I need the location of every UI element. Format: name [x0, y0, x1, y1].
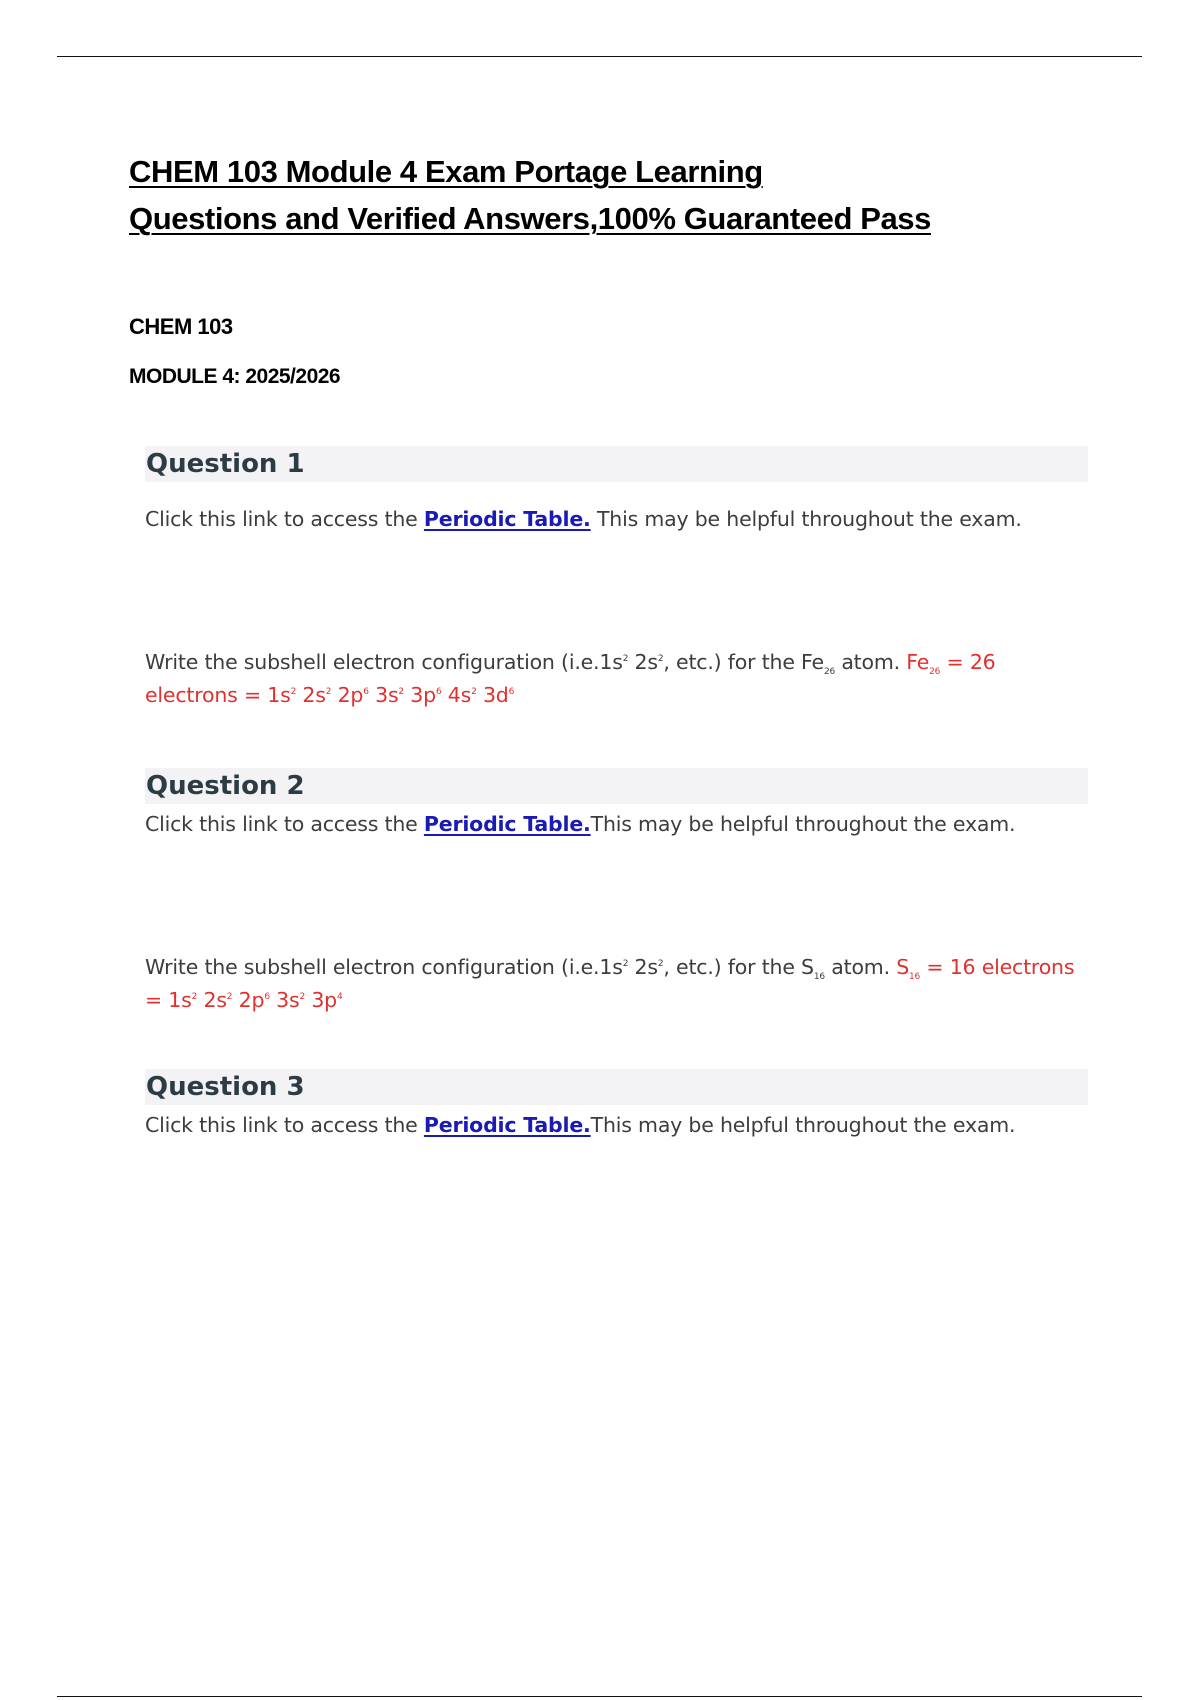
- config-superscript: 6: [264, 992, 270, 1003]
- config-term: 2p: [331, 683, 364, 707]
- intro-text-after: This may be helpful throughout the exam.: [590, 507, 1022, 531]
- prompt-sub: 26: [823, 667, 835, 678]
- course-code: CHEM 103: [129, 314, 233, 339]
- document-title: [129, 148, 1089, 242]
- answer-text: = 26 electrons = 1s: [145, 650, 996, 707]
- question-2-heading: Question 2: [145, 768, 1088, 804]
- prompt-sub: 16: [813, 972, 825, 983]
- question-2-prompt: [145, 951, 1075, 1017]
- answer-configuration: [192, 988, 343, 1012]
- prompt-sup: 2: [622, 654, 629, 665]
- module-label: MODULE 4: 2025/2026: [129, 365, 341, 388]
- config-term: 2s: [197, 988, 227, 1012]
- config-term: 2p: [232, 988, 265, 1012]
- answer-text: = 16 electrons = 1s: [145, 955, 1075, 1012]
- intro-text: Click this link to access the: [145, 507, 424, 531]
- config-term: 2s: [296, 683, 326, 707]
- prompt-sup: 2: [622, 959, 629, 970]
- config-superscript: 2: [325, 687, 332, 698]
- answer-element: Fe: [906, 650, 930, 674]
- prompt-text: , etc.) for the S: [663, 955, 814, 979]
- top-rule: [57, 56, 1142, 57]
- config-superscript: 4: [337, 992, 343, 1003]
- prompt-text: 2s: [628, 650, 658, 674]
- prompt-text: Write the subshell electron configuration (i.e.1s: [145, 650, 623, 674]
- answer-element: S: [896, 955, 910, 979]
- config-term: 3s: [368, 683, 399, 707]
- config-superscript: 2: [290, 687, 297, 698]
- answer-configuration: [291, 683, 515, 707]
- config-term: 3s: [269, 988, 300, 1012]
- prompt-text: , etc.) for the Fe: [663, 650, 824, 674]
- question-1-heading: Question 1: [145, 446, 1088, 482]
- config-superscript: 6: [363, 687, 369, 698]
- config-superscript: 6: [435, 687, 442, 698]
- answer-sub: 16: [909, 972, 921, 983]
- intro-text-after: This may be helpful throughout the exam.: [590, 812, 1016, 836]
- prompt-text: Write the subshell electron configuration (i.e.1s: [145, 955, 623, 979]
- config-superscript: 2: [398, 687, 404, 698]
- question-3-heading: Question 3: [145, 1069, 1088, 1105]
- prompt-text: atom.: [835, 650, 907, 674]
- intro-text: Click this link to access the: [145, 812, 424, 836]
- answer-sub: 26: [929, 667, 941, 678]
- config-term: 4s: [441, 683, 472, 707]
- config-superscript: 6: [508, 687, 515, 698]
- periodic-table-link[interactable]: Periodic Table.: [423, 507, 591, 531]
- question-2-intro: [145, 808, 1075, 841]
- prompt-sup: 2: [657, 654, 664, 665]
- intro-text-after: This may be helpful throughout the exam.: [590, 1113, 1016, 1137]
- config-superscript: 2: [471, 687, 477, 698]
- title-line-1: CHEM 103 Module 4 Exam Portage Learning: [129, 154, 763, 189]
- question-1-prompt: [145, 646, 1075, 712]
- prompt-text: atom.: [824, 955, 897, 979]
- bottom-rule: [57, 1696, 1142, 1697]
- config-term: 3p: [305, 988, 337, 1012]
- config-superscript: 2: [226, 992, 233, 1003]
- config-superscript: 2: [191, 992, 198, 1003]
- question-1-intro: [145, 503, 1075, 536]
- intro-text: Click this link to access the: [145, 1113, 424, 1137]
- config-term: 3d: [476, 683, 509, 707]
- prompt-sup: 2: [657, 959, 664, 970]
- title-line-2: Questions and Verified Answers,100% Guaranteed Pass: [129, 201, 931, 236]
- prompt-text: 2s: [628, 955, 658, 979]
- periodic-table-link[interactable]: Periodic Table.: [423, 812, 591, 836]
- periodic-table-link[interactable]: Periodic Table.: [423, 1113, 591, 1137]
- config-superscript: 2: [299, 992, 306, 1003]
- question-3-intro: [145, 1109, 1075, 1142]
- config-term: 3p: [403, 683, 436, 707]
